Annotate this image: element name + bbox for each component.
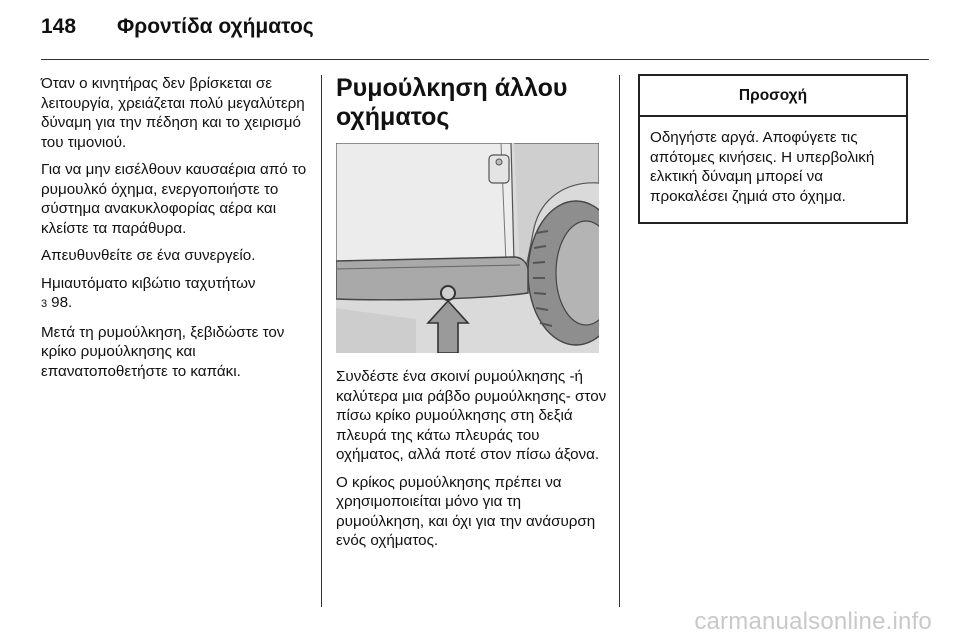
column-divider-right (619, 75, 620, 607)
column-divider-left (321, 75, 322, 607)
page-header (41, 15, 314, 45)
towing-instructions (336, 367, 608, 551)
header-divider (41, 59, 929, 60)
chapter-title: Φροντίδα οχήματος (117, 15, 314, 38)
paragraph-connect-rope: Συνδέστε ένα σκοινί ρυμούλκησης -ή καλύτερα μια ράβδο ρυμούλκησης- στον πίσω κρίκο ρυμούλκησης στη δεξιά πλευρά της κάτω πλευράς του οχήματος, αλλά ποτέ στον πίσω άξονα. (336, 368, 607, 463)
page-ref-arrow-icon: 3 (41, 298, 48, 310)
page-ref-link[interactable]: 98. (51, 294, 73, 311)
left-column (41, 74, 311, 389)
gearbox-label: Ημιαυτόματο κιβώτιο ταχυτήτων (41, 274, 256, 292)
caution-box (638, 74, 908, 224)
paragraph-after-towing: Μετά τη ρυμούλκηση, ξεβιδώστε τον κρίκο ρυμούλκησης και επανατοποθετήστε το καπάκι. (41, 323, 285, 380)
illustration-drawing (336, 143, 599, 353)
watermark: carmanualsonline.info (694, 608, 932, 635)
paragraph-workshop: Απευθυνθείτε σε ένα συνεργείο. (41, 247, 256, 264)
page-number: 148 (41, 15, 77, 38)
middle-column (336, 74, 608, 559)
section-heading: Ρυμούλκηση άλλου οχήματος (336, 74, 568, 131)
caution-title: Προσοχή (640, 76, 906, 117)
caution-text: Οδηγήστε αργά. Αποφύγετε τις απότομες κινήσεις. Η υπερβολική ελκτική δύναμη μπορεί να προκαλέσει ζημιά στο όχημα. (650, 129, 875, 205)
paragraph-engine-off: Όταν ο κινητήρας δεν βρίσκεται σε λειτουργία, χρειάζεται πολύ μεγαλύτερη δύναμη για την πέδηση και το χειρισμό του τιμονιού. (41, 75, 305, 151)
paragraph-exhaust: Για να μην εισέλθουν καυσαέρια από το ρυμουλκό όχημα, ενεργοποιήστε το σύστημα ανακυκλοφορίας αέρα και κλείστε τα παράθυρα. (41, 161, 307, 237)
paragraph-gearbox (41, 274, 311, 315)
rear-tow-eye-illustration (336, 143, 599, 353)
paragraph-tow-eye-usage: Ο κρίκος ρυμούλκησης πρέπει να χρησιμοποιείται μόνο για τη ρυμούλκηση, και όχι για την ανάσυρση ενός οχήματος. (336, 473, 596, 549)
